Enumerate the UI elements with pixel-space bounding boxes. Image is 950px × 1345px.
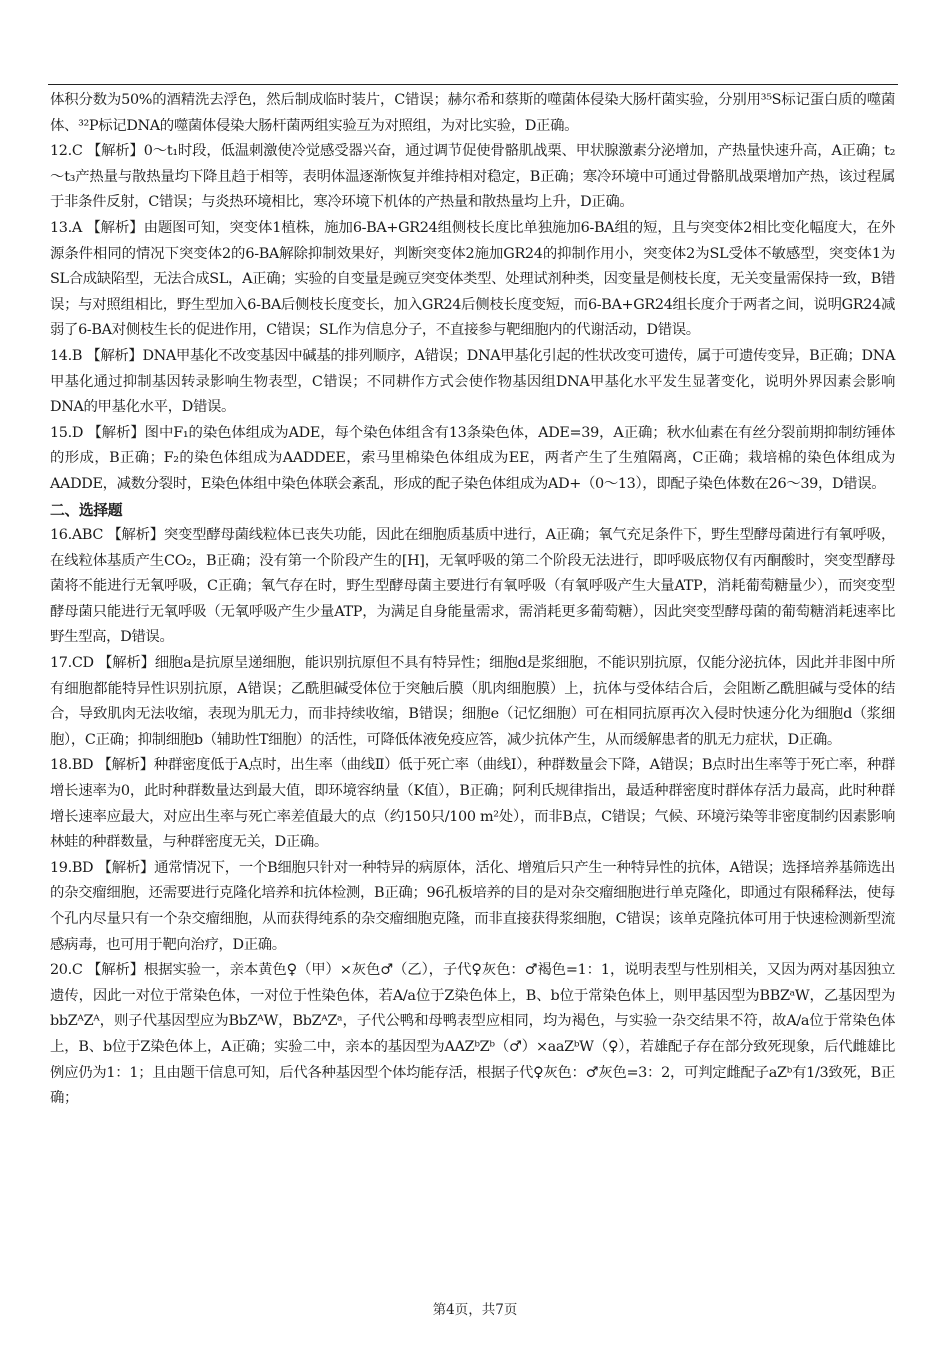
answer-17: 17.CD 【解析】细胞a是抗原呈递细胞，能识别抗原但不具有特异性；细胞d是浆细胞，不能识别抗原，仅能分泌抗体，因此并非图中所有细胞都能特异性识别抗原，A错误；乙酰胆碱受体位于突触后膜（肌肉细胞膜）上，抗体与受体结合后，会阻断乙酰胆碱与受体的结合，导致肌肉无法收缩，表现为肌无力，而非持续收缩，B错误；细胞e（记忆细胞）可在相同抗原再次入侵时快速分化为细胞d（浆细胞），C正确；抑制细胞b（辅助性T细胞）的活性，可降低体液免疫应答，减少抗体产生，从而缓解患者的肌无力症状，D正确。 <box>50 655 895 748</box>
page-footer: 第4页，共7页 <box>432 1302 518 1318</box>
answer-12: 12.C 【解析】0～t₁时段，低温刺激使冷觉感受器兴奋，通过调节促使骨骼肌战栗、甲状腺激素分泌增加，产热量快速升高，A正确；t₂～t₃产热量与散热量均下降且趋于相等，表明体温逐渐恢复并维持相对稳定，B正确；寒冷环境中可通过骨骼肌战栗增加产热，该过程属于非条件反射，C错误；与炎热环境相比，寒冷环境下机体的产热量和散热量均上升，D正确。 <box>50 143 895 211</box>
section-heading: 二、选择题 <box>50 501 123 519</box>
answer-14: 14.B 【解析】DNA甲基化不改变基因中碱基的排列顺序，A错误；DNA甲基化引起的性状改变可遗传，属于可遗传变异，B正确；DNA甲基化通过抑制基因转录影响生物表型，C错误；不同耕作方式会使作物基因组DNA甲基化水平发生显著变化，说明外界因素会影响DNA的甲基化水平，D错误。 <box>50 347 895 416</box>
answer-19: 19.BD 【解析】通常情况下，一个B细胞只针对一种特异的病原体，活化、增殖后只产生一种特异性的抗体，A错误；选择培养基筛选出的杂交瘤细胞，还需要进行克隆化培养和抗体检测，B正确；96孔板培养的目的是对杂交瘤细胞进行单克隆化，即通过有限稀释法，使每个孔内尽量只有一个杂交瘤细胞，从而获得纯系的杂交瘤细胞克隆，而非直接获得浆细胞，C错误；该单克隆抗体可用于快速检测新型流感病毒，也可用于靶向治疗，D正确。 <box>50 859 895 953</box>
answer-15: 15.D 【解析】图中F₁的染色体组成为ADE，每个染色体组含有13条染色体，ADE=39，A正确；秋水仙素在有丝分裂前期抑制纺锤体的形成，B正确；F₂的染色体组成为AADDEE，索马里棉染色体组成为EE，两者产生了生殖隔离，C正确；栽培棉的染色体组成为AADDE，减数分裂时，E染色体组中染色体联会紊乱，形成的配子染色体组成为AD+（0～13），即配子染色体数在26～39，D错误。 <box>50 424 895 492</box>
answer-18: 18.BD 【解析】种群密度低于A点时，出生率（曲线Ⅱ）低于死亡率（曲线Ⅰ），种群数量会下降，A错误；B点时出生率等于死亡率，种群增长速率为0，此时种群数量达到最大值，即环境容纳量（K值），B正确；阿利氏规律指出，最适种群密度时群体存活力最高，此时种群增长速率应最大，对应出生率与死亡率差值最大的点（约150只/100 m²处），而非B点，C错误；气候、环境污染等非密度制约因素影响林蛙的种群数量，与种群密度无关，D正确。 <box>50 757 895 851</box>
answer-20: 20.C 【解析】根据实验一，亲本黄色♀（甲）×灰色♂（乙），子代♀灰色：♂褐色=1：1，说明表型与性别相关，又因为两对基因独立遗传，因此一对位于常染色体，一对位于性染色体，若A/a位于Z染色体上，B、b位于常染色体上，则甲基因型为BBZᵃW，乙基因型为bbZᴬZᴬ，则子代基因型应为BbZᴬW，BbZᴬZᵃ，子代公鸭和母鸭表型应相同，均为褐色，与实验一杂交结果不符，故A/a位于常染色体上，B、b位于Z染色体上，A正确；实验二中，亲本的基因型为AAZᵇZᵇ（♂）×aaZᵇW（♀），若雄配子存在部分致死现象，后代雌雄比例应仍为1：1；且由题干信息可知，后代各种基因型个体均能存活，根据子代♀灰色：♂灰色=3：2，可判定雌配子aZᵇ有1/3致死，B正确； <box>50 962 895 1107</box>
answer-13: 13.A 【解析】由题图可知，突变体1植株，施加6-BA+GR24组侧枝长度比单独施加6-BA组的短，且与突变体2相比变化幅度大，在外源条件相同的情况下突变体2的6-BA解除抑制效果好，判断突变体2施加GR24的抑制作用小，突变体2为SL受体不敏感型，突变体1为SL合成缺陷型，无法合成SL，A正确；实验的自变量是豌豆突变体类型、处理试剂种类，因变量是侧枝长度，无关变量需保持一致，B错误；与对照组相比，野生型加入6-BA后侧枝长度变长，加入GR24后侧枝长度变短，而6-BA+GR24组长度介于两者之间，说明GR24减弱了6-BA对侧枝生长的促进作用，C错误；SL作为信息分子，不直接参与靶细胞内的代谢活动，D错误。 <box>50 219 895 339</box>
answer-16: 16.ABC 【解析】突变型酵母菌线粒体已丧失功能，因此在细胞质基质中进行，A正确；氧气充足条件下，野生型酵母菌进行有氧呼吸，在线粒体基质产生CO₂，B正确；没有第一个阶段产生的[H]，无氧呼吸的第二个阶段无法进行，即呼吸底物仅有丙酮酸时，突变型酵母菌将不能进行无氧呼吸，C正确；氧气存在时，野生型酵母菌主要进行有氧呼吸（有氧呼吸产生大量ATP，消耗葡萄糖量少），而突变型酵母菌只能进行无氧呼吸（无氧呼吸产生少量ATP，为满足自身能量需求，需消耗更多葡萄糖），因此突变型酵母菌的葡萄糖消耗速率比野生型高，D错误。 <box>50 527 895 646</box>
answer-content <box>50 88 895 1112</box>
paragraph-continuation: 体积分数为50%的酒精洗去浮色，然后制成临时装片，C错误；赫尔希和蔡斯的噬菌体侵染大肠杆菌实验，分别用³⁵S标记蛋白质的噬菌体、³²P标记DNA的噬菌体侵染大肠杆菌两组实验互为对照组，为对比实验，D正确。 <box>50 92 895 134</box>
top-rule <box>48 84 898 85</box>
